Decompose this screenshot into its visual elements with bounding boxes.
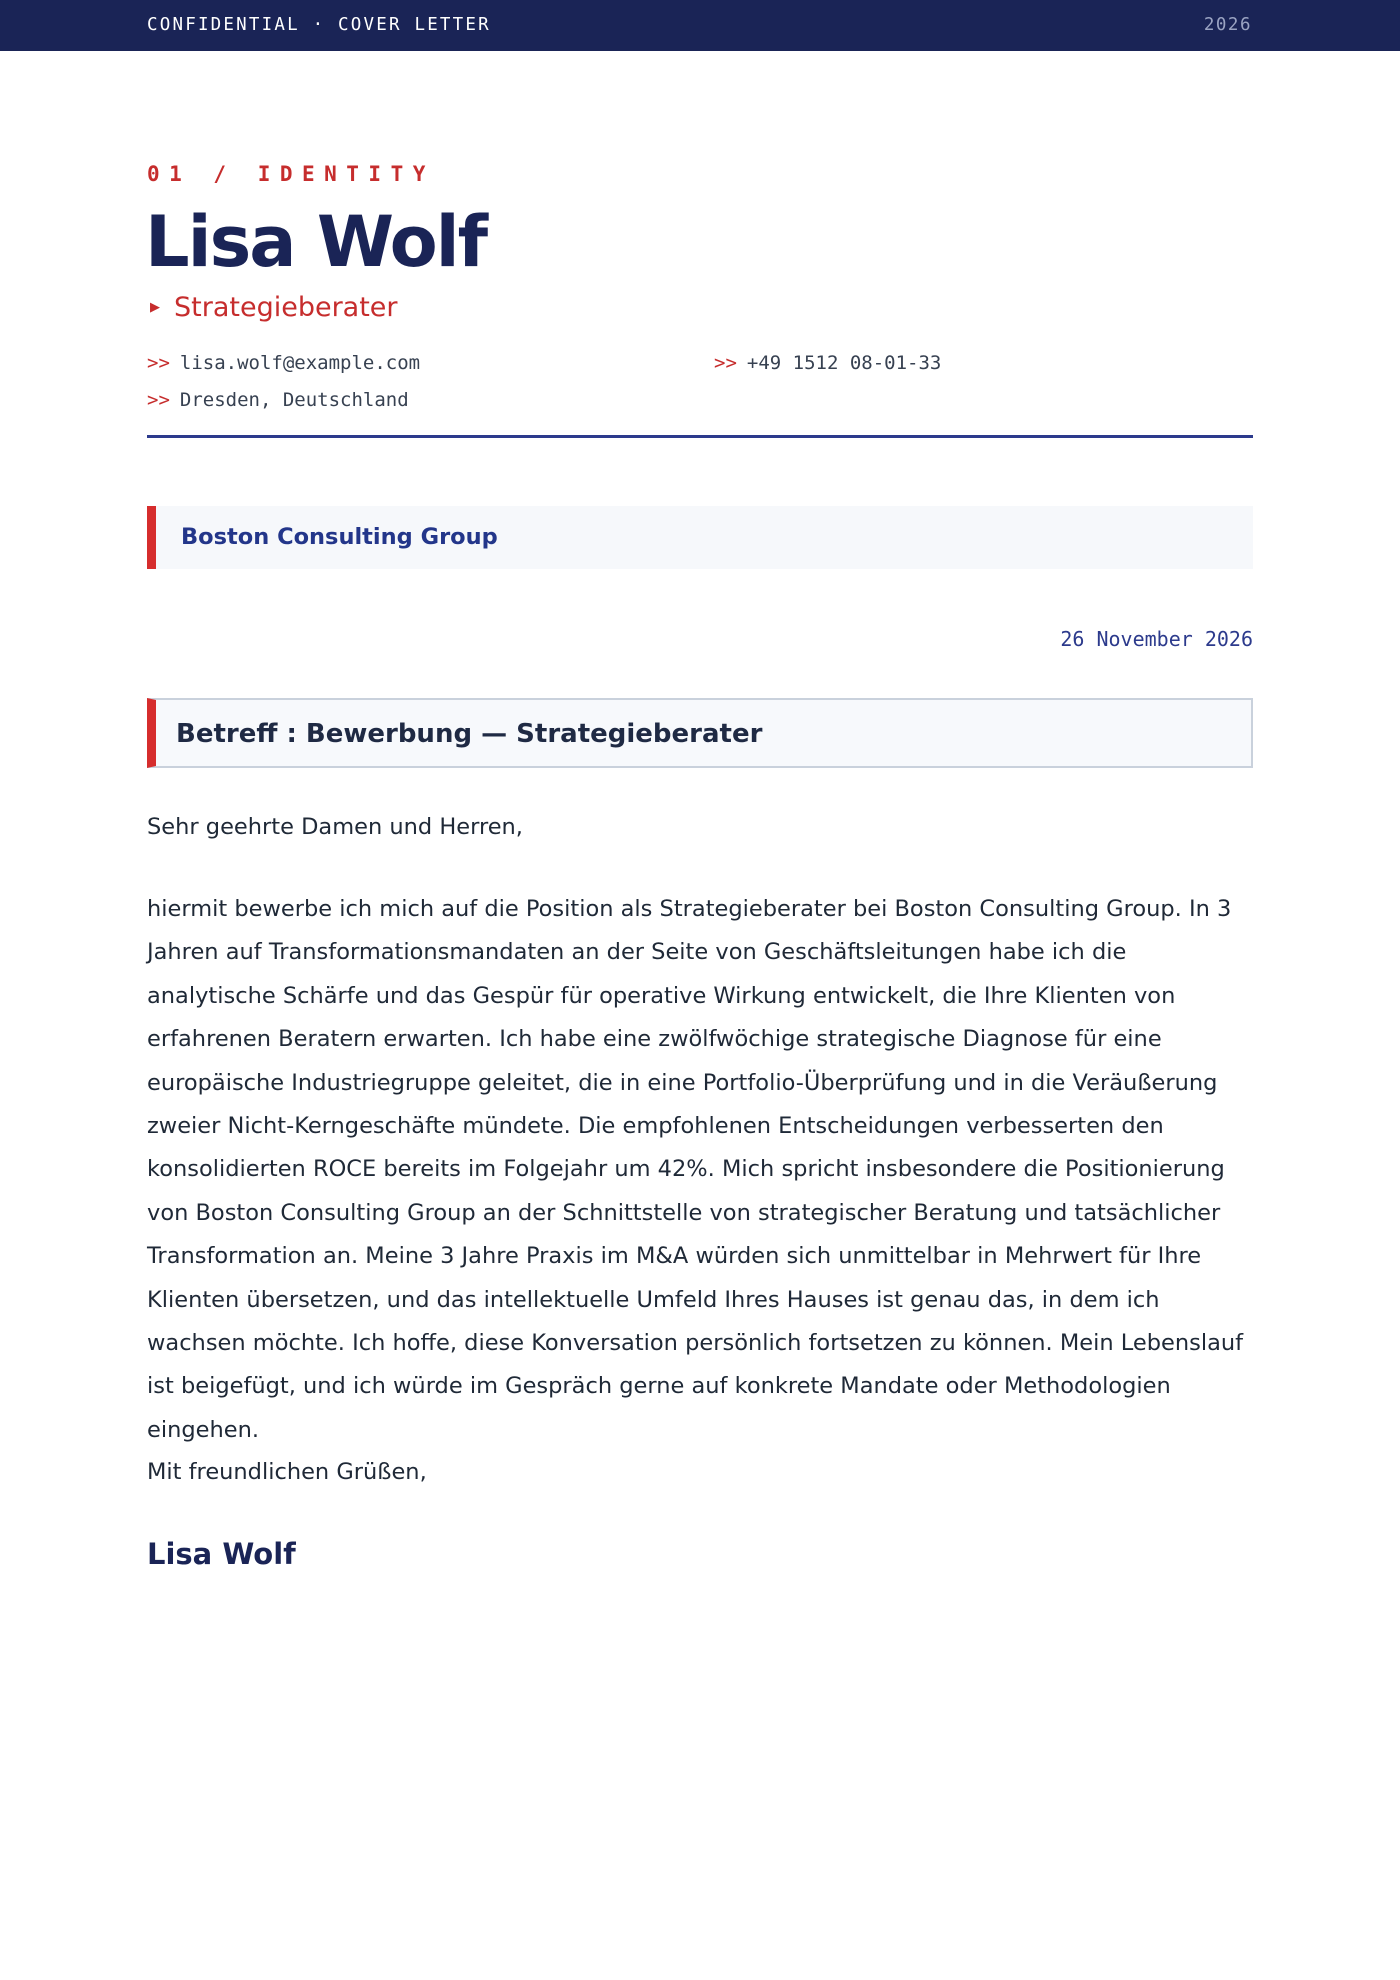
contact-phone — [714, 352, 941, 374]
contact-email — [147, 352, 420, 374]
applicant-name: Lisa Wolf — [145, 201, 487, 283]
email-value: lisa.wolf@example.com — [179, 352, 421, 374]
top-bar — [0, 0, 1400, 51]
triangle-right-icon: ▶ — [150, 299, 160, 315]
contact-prefix: >> — [147, 389, 170, 411]
recipient-company: Boston Consulting Group — [181, 524, 498, 550]
location-value: Dresden, Deutschland — [179, 389, 409, 411]
contact-location — [147, 389, 409, 411]
signature: Lisa Wolf — [147, 1537, 296, 1571]
applicant-role: Strategieberater — [174, 291, 398, 323]
year-label: 2026 — [1203, 15, 1252, 35]
letter-date: 26 November 2026 — [1060, 627, 1253, 651]
closing: Mit freundlichen Grüßen, — [147, 1459, 427, 1485]
header-divider — [147, 435, 1253, 438]
document-type-label: CONFIDENTIAL · COVER LETTER — [147, 15, 491, 35]
contact-prefix: >> — [147, 352, 170, 374]
letter-body: hiermit bewerbe ich mich auf die Position als Strategieberater bei Boston Consulting Group. In 3 Jahren auf Transformationsmandaten an der Seite von Geschäftsleitungen habe ich die analytische Schärfe und das Gespür für operative Wirkung entwickelt, die Ihre Klienten von erfahrenen Beratern erwarten. Ich habe eine zwölfwöchige strategische Diagnose für eine europäische Industriegruppe geleitet, die in eine Portfolio-Überprüfung und in die Veräußerung zweier Nicht-Kerngeschäfte mündete. Die empfohlenen Entscheidungen verbesserten den konsolidierten ROCE bereits im Folgejahr um 42%. Mich spricht insbesondere die Positionierung von Boston Consulting Group an der Schnittstelle von strategischer Beratung und tatsächlicher Transformation an. Meine 3 Jahre Praxis im M&A würden sich unmittelbar in Mehrwert für Ihre Klienten übersetzen, und das intellektuelle Umfeld Ihres Hauses ist genau das, in dem ich wachsen möchte. Ich hoffe, diese Konversation persönlich fortsetzen zu können. Mein Lebenslauf ist beigefügt, und ich würde im Gespräch gerne auf konkrete Mandate oder Methodologien eingehen. — [147, 896, 1244, 1443]
subject-line: Betreff : Bewerbung — Strategieberater — [176, 719, 763, 749]
subject-box — [147, 698, 1253, 768]
recipient-box — [147, 506, 1253, 569]
phone-value: +49 1512 08-01-33 — [746, 352, 942, 374]
role-row — [150, 289, 398, 325]
salutation: Sehr geehrte Damen und Herren, — [147, 814, 523, 840]
contact-prefix: >> — [714, 352, 737, 374]
section-label: 01 / IDENTITY — [147, 162, 435, 186]
